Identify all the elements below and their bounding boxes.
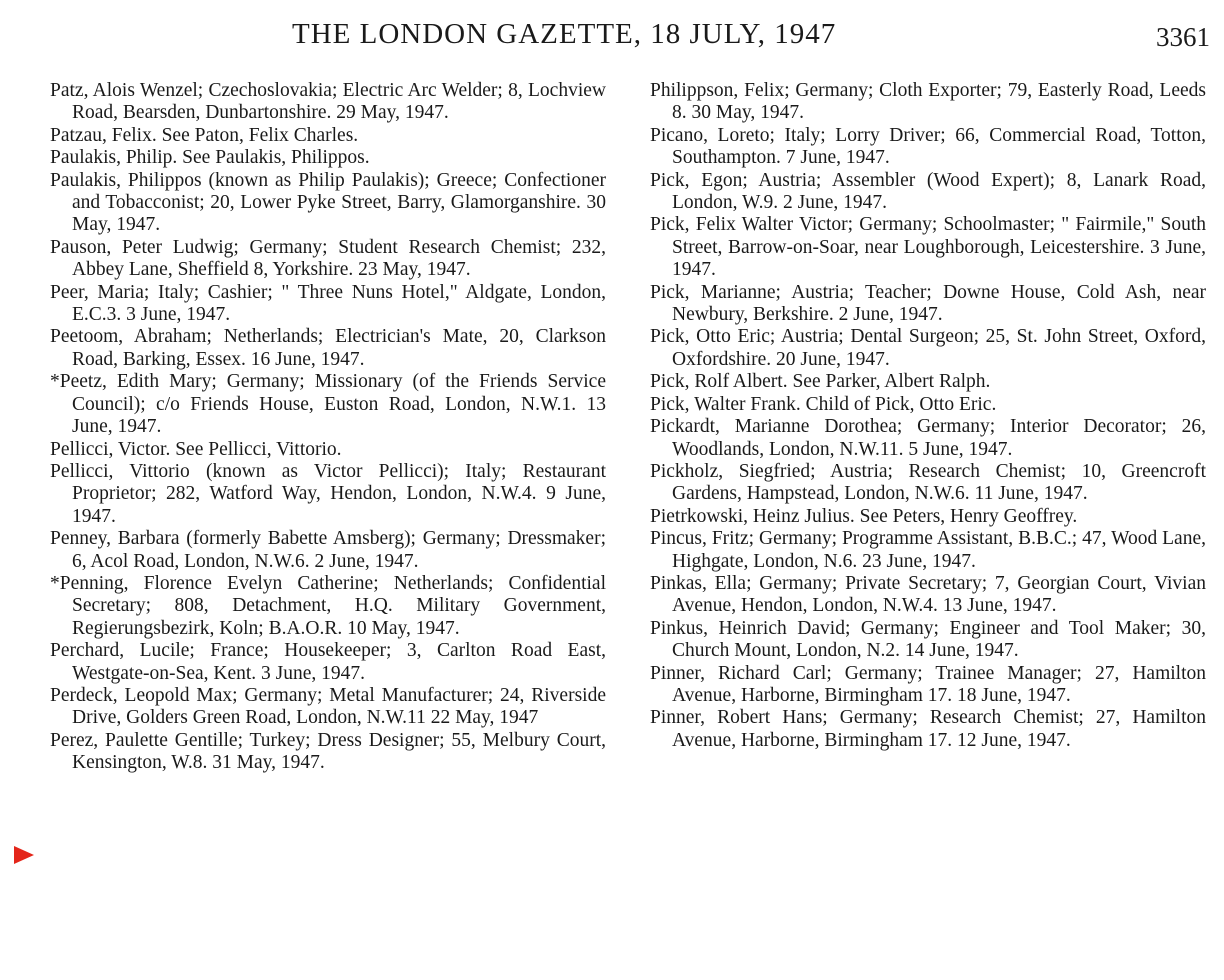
page-title: THE LONDON GAZETTE, 18 JULY, 1947 xyxy=(292,18,837,50)
entry-paulakis-philip: Paulakis, Philip. See Paulakis, Philippos. xyxy=(50,147,370,169)
entry-pick-egon: Pick, Egon; Austria; Assembler (Wood Expert); 8, Lanark Road, London, W.9. 2 June, 1947. xyxy=(650,169,1206,214)
entry-peetoom: Peetoom, Abraham; Netherlands; Electrician's Mate, 20, Clarkson Road, Barking, Essex. 16 June, 1947. xyxy=(50,326,606,370)
entry-pick-otto: Pick, Otto Eric; Austria; Dental Surgeon; 25, St. John Street, Oxford, Oxfordshire. 20 June, 1947. xyxy=(650,326,1206,370)
entry-peer: Peer, Maria; Italy; Cashier; " Three Nuns Hotel," Aldgate, London, E.C.3. 3 June, 1947. xyxy=(50,281,606,326)
entry-penney: Penney, Barbara (formerly Babette Amsberg); Germany; Dressmaker; 6, Acol Road, London, N.W.6. 2 June, 1947. xyxy=(50,528,606,572)
entry-perez: Perez, Paulette Gentille; Turkey; Dress Designer; 55, Melbury Court, Kensington, W.8. 31 May, 1947. xyxy=(50,729,606,774)
entry-pick-felix: Pick, Felix Walter Victor; Germany; Schoolmaster; " Fairmile," South Street, Barrow-on-Soar, near Loughborough, Leicestershire. 3 June, 1947. xyxy=(650,214,1206,281)
entry-paulakis-philippos: Paulakis, Philippos (known as Philip Paulakis); Greece; Confectioner and Tobacconist; 20, Lower Pyke Street, Barry, Glamorganshire. 30 May, 1947. xyxy=(50,169,606,236)
entry-pincus: Pincus, Fritz; Germany; Programme Assistant, B.B.C.; 47, Wood Lane, Highgate, London, N.6. 23 June, 1947. xyxy=(650,528,1206,572)
left-column xyxy=(50,80,606,775)
entry-perchard: Perchard, Lucile; France; Housekeeper; 3, Carlton Road East, Westgate-on-Sea, Kent. 3 June, 1947. xyxy=(50,640,606,684)
entry-pick-rolf: Pick, Rolf Albert. See Parker, Albert Ralph. xyxy=(650,371,991,393)
entry-pick-walter: Pick, Walter Frank. Child of Pick, Otto Eric. xyxy=(650,393,997,415)
entry-pinkus: Pinkus, Heinrich David; Germany; Engineer and Tool Maker; 30, Church Mount, London, N.2. 14 June, 1947. xyxy=(650,617,1206,662)
red-triangle-icon xyxy=(14,846,34,864)
entry-pinner-robert: Pinner, Robert Hans; Germany; Research Chemist; 27, Hamilton Avenue, Harborne, Birmingham 17. 12 June, 1947. xyxy=(650,707,1206,751)
right-column xyxy=(650,80,1206,752)
entry-pickholz: Pickholz, Siegfried; Austria; Research Chemist; 10, Greencroft Gardens, Hampstead, London, N.W.6. 11 June, 1947. xyxy=(650,460,1206,505)
entry-pellicci-vittorio: Pellicci, Vittorio (known as Victor Pellicci); Italy; Restaurant Proprietor; 282, Watford Way, Hendon, London, N.W.4. 9 June, 1947. xyxy=(50,460,606,527)
entry-pinkas: Pinkas, Ella; Germany; Private Secretary; 7, Georgian Court, Vivian Avenue, Hendon, London, N.W.4. 13 June, 1947. xyxy=(650,572,1206,617)
entry-pietrkowski: Pietrkowski, Heinz Julius. See Peters, Henry Geoffrey. xyxy=(650,505,1078,527)
entry-pellicci-victor: Pellicci, Victor. See Pellicci, Vittorio. xyxy=(50,438,342,460)
entry-patzau: Patzau, Felix. See Paton, Felix Charles. xyxy=(50,124,359,146)
gazette-header xyxy=(0,14,1224,56)
entry-pauson: Pauson, Peter Ludwig; Germany; Student Research Chemist; 232, Abbey Lane, Sheffield 8, Yorkshire. 23 May, 1947. xyxy=(50,236,606,281)
entry-philippson: Philippson, Felix; Germany; Cloth Exporter; 79, Easterly Road, Leeds 8. 30 May, 1947. xyxy=(650,80,1206,124)
entry-picano: Picano, Loreto; Italy; Lorry Driver; 66, Commercial Road, Totton, Southampton. 7 June, 1947. xyxy=(650,124,1206,169)
entry-perdeck: Perdeck, Leopold Max; Germany; Metal Manufacturer; 24, Riverside Drive, Golders Green Road, London, N.W.11 22 May, 1947 xyxy=(50,684,606,729)
entry-patz: Patz, Alois Wenzel; Czechoslovakia; Electric Arc Welder; 8, Lochview Road, Bearsden, Dunbartonshire. 29 May, 1947. xyxy=(50,80,606,124)
entry-pick-marianne: Pick, Marianne; Austria; Teacher; Downe House, Cold Ash, near Newbury, Berkshire. 2 June, 1947. xyxy=(650,281,1206,326)
entry-penning: *Penning, Florence Evelyn Catherine; Netherlands; Confidential Secretary; 808, Detachment, H.Q. Military Government, Regierungsbezirk, Koln; B.A.O.R. 10 May, 1947. xyxy=(50,572,606,639)
entry-pickardt: Pickardt, Marianne Dorothea; Germany; Interior Decorator; 26, Woodlands, London, N.W.11. 5 June, 1947. xyxy=(650,416,1206,460)
entry-pinner-richard: Pinner, Richard Carl; Germany; Trainee Manager; 27, Hamilton Avenue, Harborne, Birmingham 17. 18 June, 1947. xyxy=(650,662,1206,706)
page-number: 3361 xyxy=(1156,22,1210,52)
entry-peetz: *Peetz, Edith Mary; Germany; Missionary (of the Friends Service Council); c/o Friends House, Euston Road, London, N.W.1. 13 June, 1947. xyxy=(50,371,606,438)
